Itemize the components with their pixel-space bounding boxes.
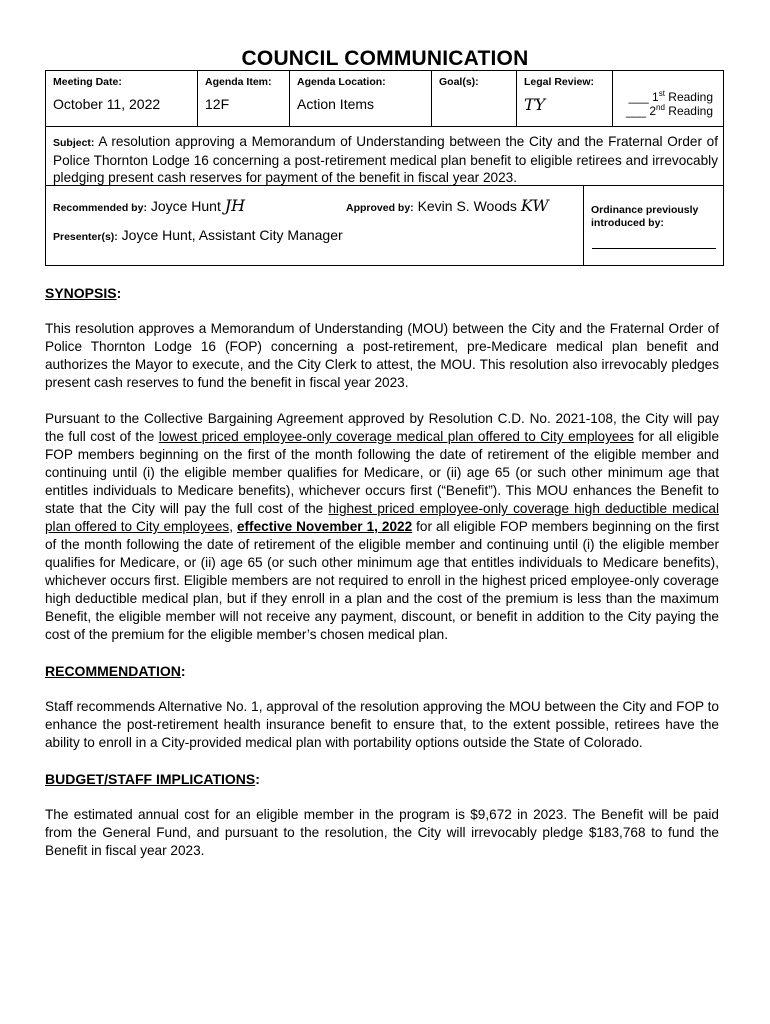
second-reading-number: 2	[649, 104, 657, 118]
goals-label: Goal(s):	[439, 76, 479, 88]
reading-cell	[613, 71, 723, 126]
agenda-item-value: 12F	[205, 96, 230, 112]
agenda-location-cell	[290, 71, 432, 126]
legal-review-label: Legal Review:	[524, 76, 595, 88]
meeting-date-value: October 11, 2022	[53, 96, 161, 112]
synopsis-heading-text: SYNOPSIS	[45, 285, 117, 301]
meeting-info-row	[46, 71, 723, 127]
subject-row	[46, 127, 723, 186]
approved-by-name: Kevin S. Woods	[417, 198, 517, 214]
legal-review-signature: TY	[524, 95, 546, 114]
budget-heading	[45, 770, 719, 788]
meeting-date-label: Meeting Date:	[53, 76, 122, 88]
synopsis-p2-underline-1: lowest priced employee-only coverage medical plan offered to City employees	[158, 429, 634, 444]
subject-text	[53, 133, 718, 186]
budget-heading-colon: :	[255, 771, 260, 787]
synopsis-p2-part-b: for all eligible FOP members beginning on the first of the month following the date of retirement of the eligible member and continuing until (i) the eligible member qualifies for Medicare, or (ii) age 65 (or such other minimum age that entitles individuals to Medicare benefits), whichever occurs first (“Benefit”). This MOU enhances the Benefit to state that the City will pay the full cost of the	[45, 429, 719, 516]
second-reading-text: Reading	[668, 104, 713, 118]
ordinance-label	[591, 204, 698, 230]
approved-by-label: Approved by:	[346, 202, 414, 214]
synopsis-paragraph-2	[45, 410, 719, 644]
budget-paragraph: The estimated annual cost for an eligible member in the program is $9,672 in 2023. The Benefit will be paid from the General Fund, and pursuant to the resolution, the City will irrevocably pledge $183,768 to fund the Benefit in fiscal year 2023.	[45, 807, 719, 858]
first-reading-text: Reading	[668, 90, 713, 104]
document-body	[45, 284, 719, 860]
recommended-by-name: Joyce Hunt	[150, 198, 221, 214]
subject-body: A resolution approving a Memorandum of Understanding between the City and the Fraternal Order of Police Thornton Lodge 16 concerning a post-retirement medical plan benefit to eligible retirees and irrevocably pledging present cash reserves for payment of the benefit in fiscal year 2023.	[53, 134, 718, 185]
goals-cell	[432, 71, 517, 126]
ordinance-cell	[583, 186, 723, 265]
approved-by-signature: KW	[520, 196, 549, 215]
first-reading-number: 1	[652, 90, 659, 104]
first-reading-blank: ___	[628, 90, 649, 104]
ordinance-label-line1: Ordinance previously	[591, 204, 699, 216]
synopsis-paragraph-1: This resolution approves a Memorandum of Understanding (MOU) between the City and the Fraternal Order of Police Thornton Lodge 16 (FOP) concerning a post-retirement, pre-Medicare medical plan benefit and authorizes the Mayor to execute, and the City Clerk to attest, the MOU. This resolution also irrevocably pledges present cash reserves to fund the benefit in fiscal year 2023.	[45, 321, 719, 390]
recommendation-heading-colon: :	[180, 663, 186, 679]
agenda-item-label: Agenda Item:	[205, 76, 272, 88]
synopsis-p2-part-c: for all eligible FOP members beginning on the first of the month following the date of retirement of the eligible member and continuing until (i) the eligible member qualifies for Medicare, or (ii) age 65 (or such other minimum age that entitles individuals to Medicare benefits), whichever occurs first. Eligible members are not required to enroll in the highest priced employee-only coverage high deductible medical plan, but if they enroll in a plan and the cost of the premium is less than the maximum Benefit, the eligible member will not receive any payment, discount, or benefit in addition to the City paying the cost of the premium for the eligible member’s chosen medical plan.	[45, 519, 719, 642]
ordinance-blank-line	[592, 248, 716, 249]
agenda-location-label: Agenda Location:	[297, 76, 386, 88]
legal-review-cell	[517, 71, 613, 126]
second-reading-blank: ___	[625, 104, 647, 118]
recommended-by-signature: JH	[224, 196, 246, 215]
budget-heading-text: BUDGET/STAFF IMPLICATIONS	[45, 771, 256, 787]
first-reading	[629, 90, 713, 104]
synopsis-p2-underline-2: highest priced employee-only coverage high deductible medical plan offered to City employees	[45, 501, 719, 534]
second-reading	[626, 104, 713, 118]
approved-by	[346, 196, 549, 215]
recommendation-paragraph: Staff recommends Alternative No. 1, approval of the resolution approving the MOU between the City and FOP to enhance the post-retirement health insurance benefit to ensure that, to the extent possible, retirees have the ability to enroll in a City-provided medical plan with portability options outside the State of Colorado.	[45, 699, 719, 750]
agenda-location-value: Action Items	[297, 96, 375, 112]
first-reading-sup: st	[658, 89, 665, 98]
agenda-item-cell	[198, 71, 290, 126]
ordinance-label-line2: introduced by:	[591, 217, 664, 229]
synopsis-p2-part-a: Pursuant to the Collective Bargaining Agreement approved by Resolution C.D. No. 2021-108, the City will pay the full cost of the	[45, 411, 719, 444]
presenter-label: Presenter(s):	[53, 231, 118, 243]
presenter-name: Joyce Hunt, Assistant City Manager	[121, 227, 343, 243]
synopsis-p2-effective-date: effective November 1, 2022	[236, 519, 413, 534]
recommendation-heading	[45, 662, 719, 680]
synopsis-heading-colon: :	[116, 285, 122, 301]
recommended-by-label: Recommended by:	[53, 202, 147, 214]
staff-row	[46, 186, 723, 265]
presenter	[53, 227, 343, 243]
header-table	[45, 70, 724, 266]
page-title: COUNCIL COMMUNICATION	[241, 47, 529, 70]
synopsis-heading	[45, 284, 719, 302]
meeting-date-cell	[46, 71, 198, 126]
synopsis-p2-comma: ,	[229, 519, 237, 534]
subject-label: Subject:	[53, 137, 95, 149]
recommended-by	[53, 196, 245, 215]
recommendation-heading-text: RECOMMENDATION	[45, 663, 181, 679]
second-reading-sup: nd	[656, 103, 665, 112]
